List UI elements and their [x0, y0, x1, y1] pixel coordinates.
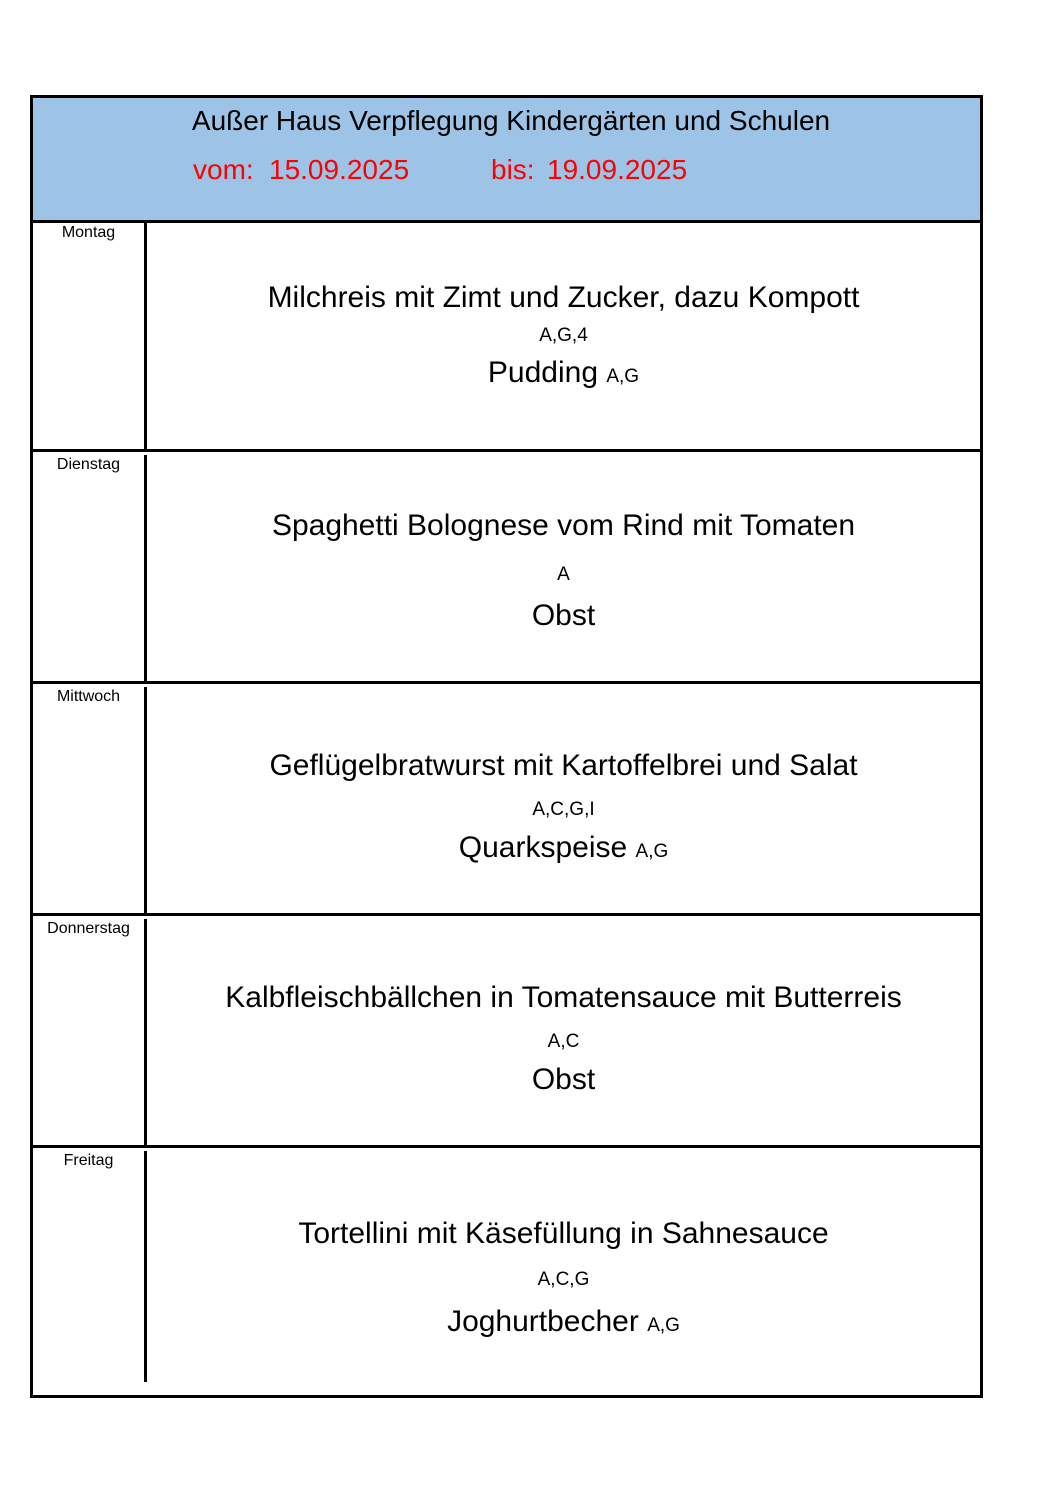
day-row-montag	[33, 220, 980, 452]
from-date: 15.09.2025	[269, 154, 410, 185]
dessert: Obst	[531, 1063, 596, 1096]
day-row-freitag	[33, 1148, 980, 1379]
dessert-allergens: A,G	[606, 366, 640, 387]
main-dish: Tortellini mit Käsefüllung in Sahnesauce	[298, 1217, 829, 1250]
menu-header	[33, 98, 980, 223]
menu-table	[30, 95, 983, 1398]
to-label: bis:	[491, 154, 535, 185]
dessert-line	[147, 1304, 980, 1344]
menu-title: Außer Haus Verpflegung Kindergärten und Schulen	[191, 105, 831, 136]
day-content	[147, 452, 980, 681]
main-allergens: A,C,G	[537, 1269, 590, 1290]
day-row-donnerstag	[33, 916, 980, 1148]
day-name: Freitag	[33, 1151, 147, 1382]
date-range	[33, 153, 980, 187]
main-allergens: A	[557, 564, 570, 585]
main-allergens: A,G,4	[539, 325, 588, 346]
main-dish: Spaghetti Bolognese vom Rind mit Tomaten	[271, 509, 856, 542]
dessert: Joghurtbecher	[447, 1305, 639, 1338]
dessert: Obst	[531, 599, 596, 632]
day-row-mittwoch	[33, 684, 980, 916]
dessert-line	[147, 355, 980, 395]
from-label: vom:	[193, 154, 254, 185]
to-date: 19.09.2025	[547, 154, 688, 185]
dessert: Quarkspeise	[458, 831, 628, 864]
day-name: Montag	[33, 223, 147, 452]
dessert-allergens: A,G	[647, 1315, 680, 1336]
dessert: Pudding	[487, 356, 599, 389]
dessert-line	[147, 830, 980, 870]
day-content	[147, 916, 980, 1145]
dessert-allergens: A,G	[635, 841, 669, 862]
day-name: Dienstag	[33, 455, 147, 684]
dessert-line	[147, 1062, 980, 1098]
main-allergens: A,C,G,I	[532, 799, 595, 820]
day-name: Donnerstag	[33, 919, 147, 1148]
day-content	[147, 684, 980, 913]
day-name: Mittwoch	[33, 687, 147, 916]
main-dish: Geflügelbratwurst mit Kartoffelbrei und Salat	[269, 749, 858, 782]
day-row-dienstag	[33, 452, 980, 684]
main-allergens: A,C	[547, 1031, 580, 1052]
main-dish: Milchreis mit Zimt und Zucker, dazu Kompott	[267, 281, 860, 314]
dessert-line	[147, 598, 980, 634]
day-content	[147, 220, 980, 449]
main-dish: Kalbfleischbällchen in Tomatensauce mit Butterreis	[225, 981, 902, 1014]
day-content	[147, 1148, 980, 1379]
